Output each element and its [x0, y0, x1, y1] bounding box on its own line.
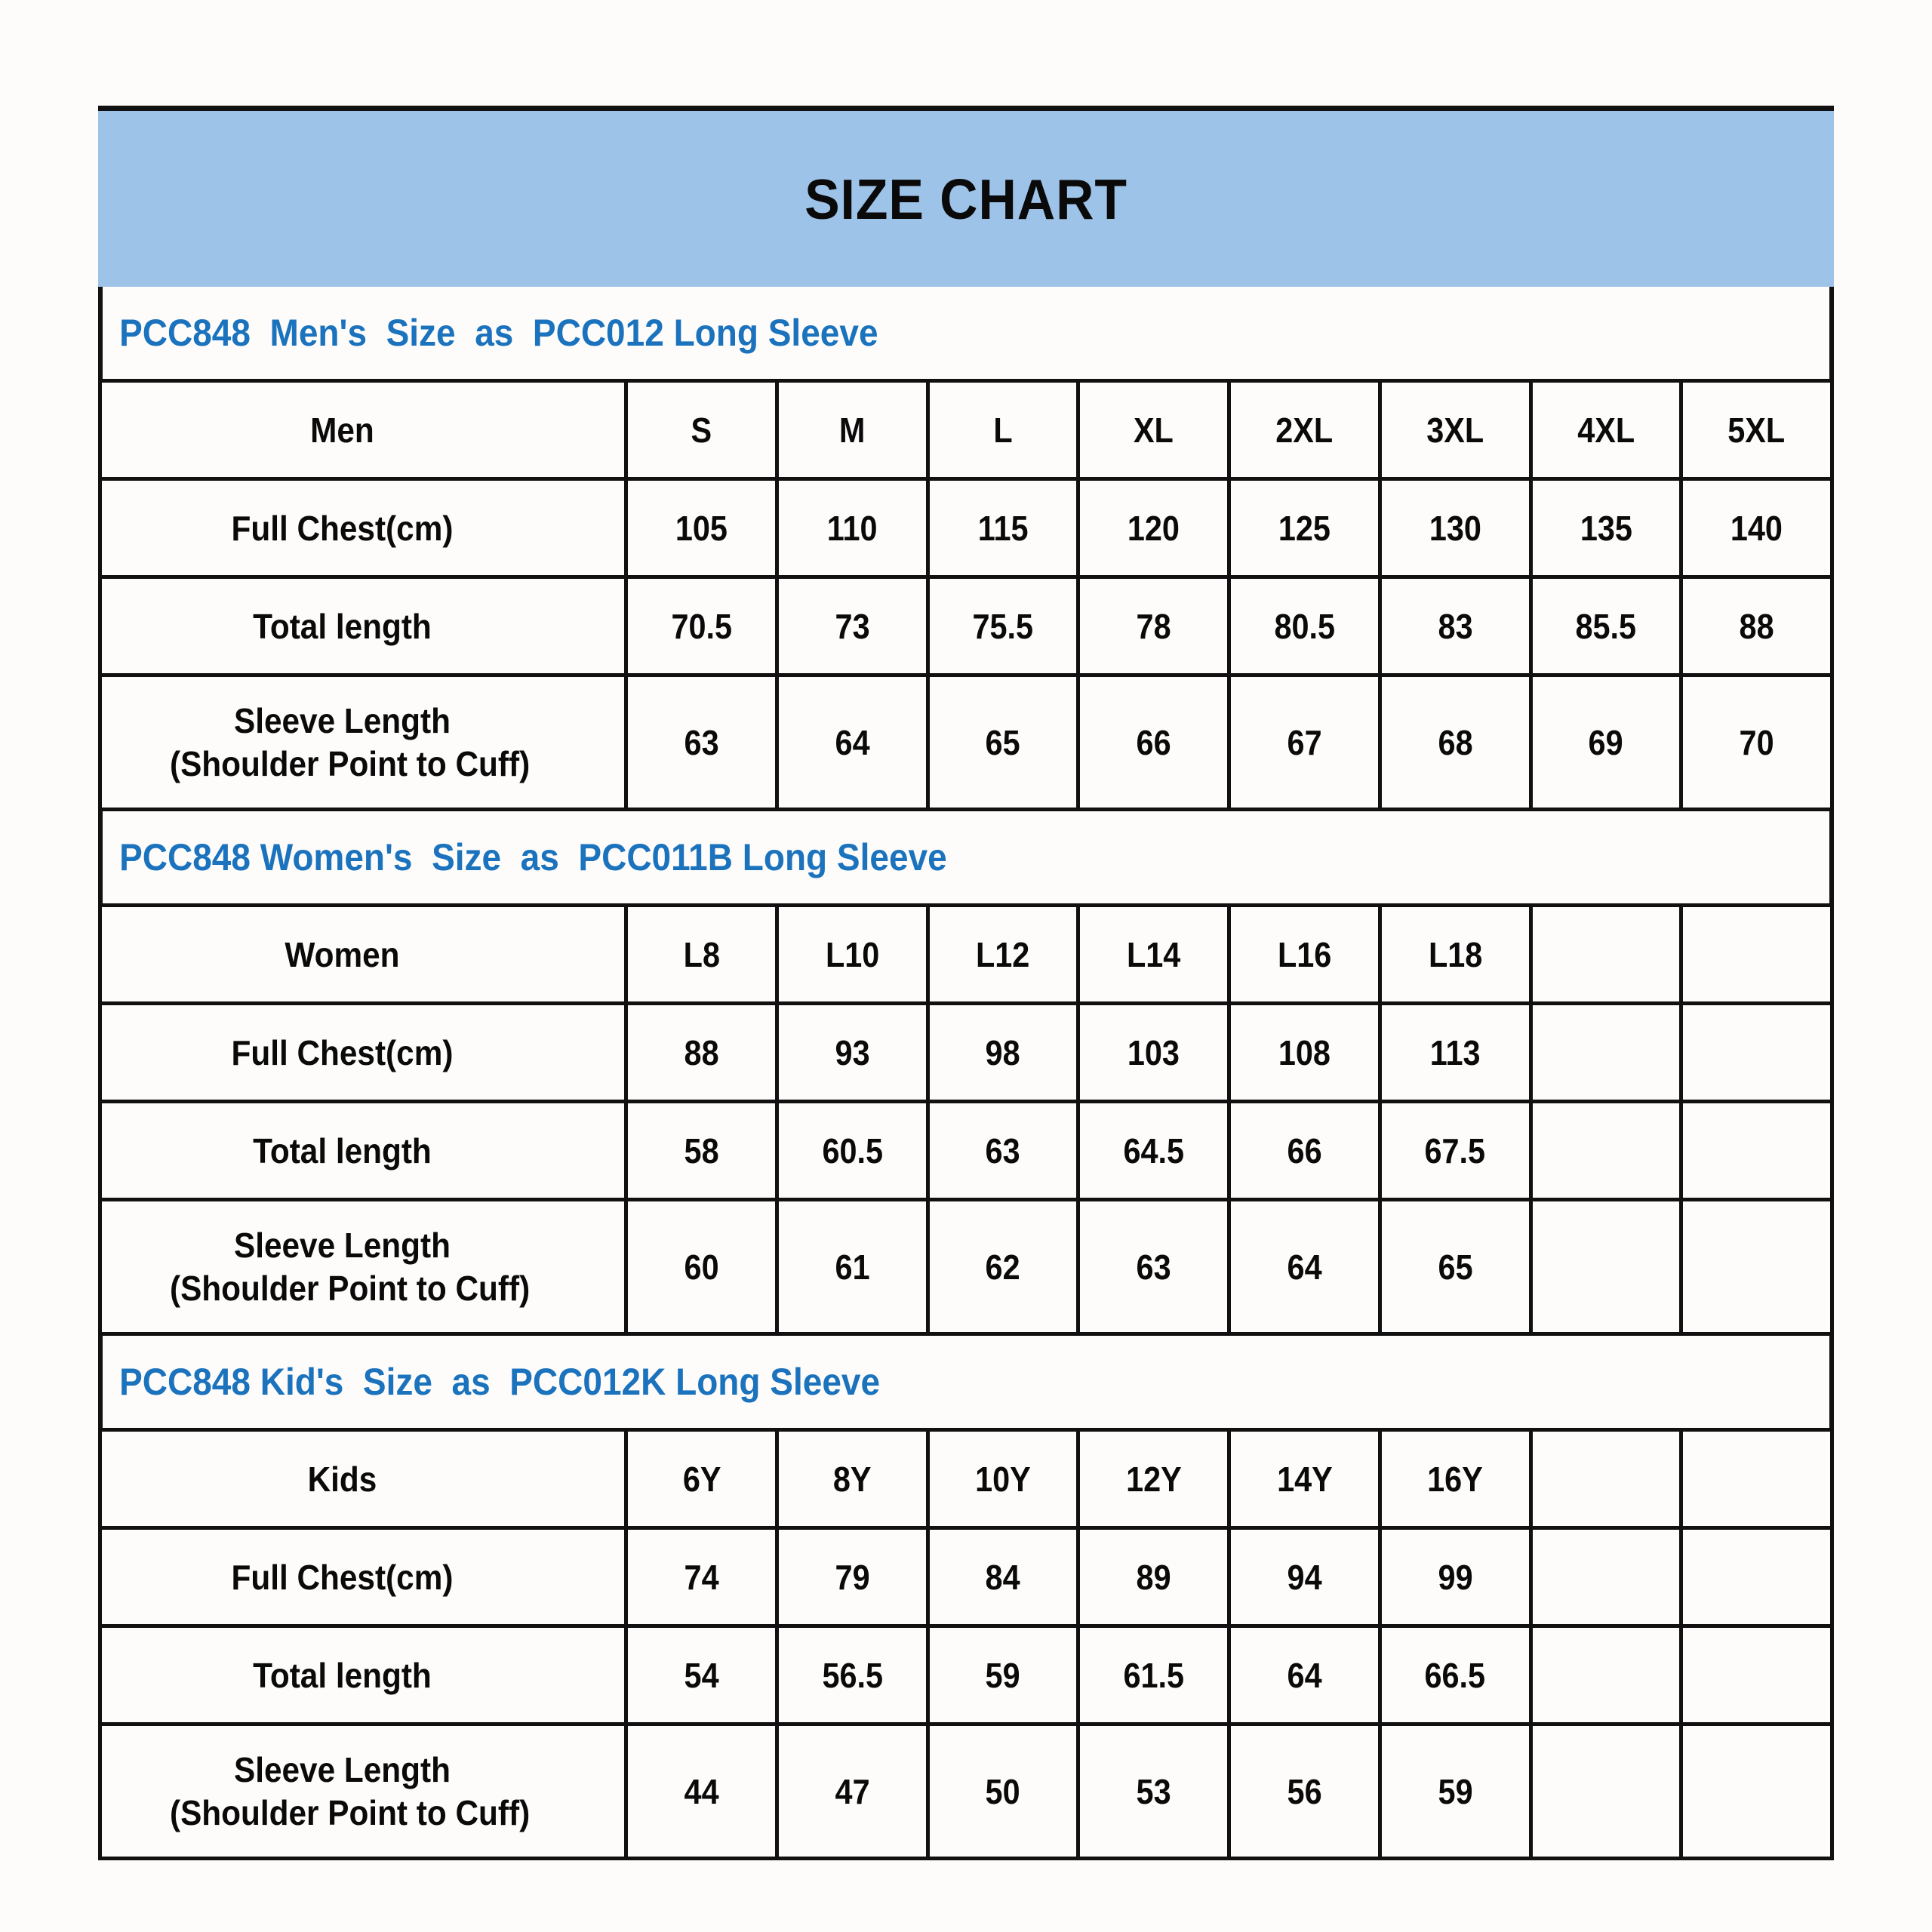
measurement-cell [1078, 1528, 1229, 1626]
empty-cell [1681, 1102, 1832, 1200]
empty-cell [1531, 1724, 1681, 1859]
size-table-men [98, 379, 1834, 811]
column-header-cell [626, 1430, 777, 1528]
measurement-value: 64 [835, 722, 870, 762]
measurement-cell [1229, 1200, 1380, 1334]
measurement-value: 130 [1429, 508, 1481, 548]
column-header-cell [1380, 381, 1531, 479]
measurement-cell [1681, 675, 1832, 810]
column-header-cell [1380, 1430, 1531, 1528]
measurement-cell [1380, 1200, 1531, 1334]
column-header-cell [777, 1430, 928, 1528]
measurement-value: 59 [1438, 1771, 1473, 1811]
size-chart-root [98, 106, 1834, 1860]
measurement-value: 98 [986, 1032, 1021, 1072]
column-header-cell [777, 906, 928, 1004]
table-header-row [100, 381, 1832, 479]
column-header-label: L14 [1127, 934, 1181, 974]
empty-cell [1681, 1200, 1832, 1334]
measurement-value: 89 [1136, 1557, 1171, 1597]
measurement-value: 135 [1580, 508, 1632, 548]
row-label: Total length [253, 1131, 432, 1171]
table-row [100, 479, 1832, 577]
measurement-cell [928, 675, 1078, 810]
section-caption: PCC848 Women's Size as PCC011B Long Sleeve [119, 836, 947, 878]
row-label-cell [100, 1004, 626, 1102]
measurement-value: 65 [986, 722, 1021, 762]
column-header-cell [626, 906, 777, 1004]
measurement-cell [928, 577, 1078, 675]
section-caption: PCC848 Men's Size as PCC012 Long Sleeve [119, 312, 878, 354]
column-header-label: L8 [683, 934, 720, 974]
measurement-cell [1078, 675, 1229, 810]
row-label-secondary: (Shoulder Point to Cuff) [169, 1268, 531, 1308]
empty-cell [1531, 1200, 1681, 1334]
table-row [100, 1102, 1832, 1200]
measurement-cell [1229, 1102, 1380, 1200]
measurement-cell [1380, 1626, 1531, 1724]
measurement-cell [1681, 577, 1832, 675]
column-header-label: 4XL [1577, 410, 1635, 450]
measurement-cell [626, 1626, 777, 1724]
table-row [100, 1200, 1832, 1334]
measurement-value: 60.5 [822, 1131, 883, 1171]
column-header-cell [1681, 381, 1832, 479]
measurement-value: 66 [1136, 722, 1171, 762]
measurement-value: 110 [826, 508, 878, 548]
empty-cell [1681, 1724, 1832, 1859]
group-header-cell [100, 1430, 626, 1528]
measurement-cell [928, 1200, 1078, 1334]
row-label-primary: Sleeve Length [234, 701, 451, 741]
section-caption-band [98, 1336, 1834, 1428]
empty-cell [1531, 906, 1681, 1004]
column-header-label: L12 [976, 934, 1030, 974]
table-row [100, 1004, 1832, 1102]
table-row [100, 1724, 1832, 1859]
measurement-cell [777, 1004, 928, 1102]
column-header-cell [777, 381, 928, 479]
measurement-value: 60 [684, 1247, 719, 1287]
measurement-cell [1078, 1004, 1229, 1102]
size-chart-sections [98, 287, 1834, 1860]
column-header-label: 14Y [1276, 1459, 1333, 1499]
column-header-cell [928, 906, 1078, 1004]
measurement-cell [1380, 577, 1531, 675]
column-header-cell [1531, 381, 1681, 479]
row-label-cell [100, 1626, 626, 1724]
row-label-cell [100, 1200, 626, 1334]
row-label: Total length [253, 606, 432, 646]
column-header-cell [1078, 381, 1229, 479]
measurement-cell [928, 1004, 1078, 1102]
row-label-cell [100, 479, 626, 577]
measurement-value: 103 [1128, 1032, 1180, 1072]
size-chart-banner [98, 106, 1834, 287]
measurement-cell [1229, 479, 1380, 577]
measurement-value: 115 [977, 508, 1029, 548]
measurement-cell [626, 1004, 777, 1102]
measurement-cell [1380, 1724, 1531, 1859]
measurement-value: 140 [1730, 508, 1783, 548]
measurement-cell [1229, 1004, 1380, 1102]
measurement-value: 78 [1136, 606, 1171, 646]
measurement-cell [777, 1102, 928, 1200]
measurement-value: 50 [986, 1771, 1021, 1811]
column-header-label: XL [1134, 410, 1174, 450]
measurement-value: 113 [1429, 1032, 1481, 1072]
empty-cell [1681, 1626, 1832, 1724]
empty-cell [1681, 1528, 1832, 1626]
row-label-wrapper [102, 1224, 583, 1309]
measurement-value: 88 [1739, 606, 1774, 646]
row-label: Total length [253, 1655, 432, 1695]
measurement-cell [777, 675, 928, 810]
measurement-value: 65 [1438, 1247, 1473, 1287]
measurement-cell [1380, 1102, 1531, 1200]
row-label: Full Chest(cm) [231, 1557, 454, 1597]
measurement-cell [1531, 577, 1681, 675]
measurement-cell [1380, 1004, 1531, 1102]
table-row [100, 1626, 1832, 1724]
measurement-cell [1229, 675, 1380, 810]
measurement-value: 73 [835, 606, 870, 646]
measurement-cell [626, 1528, 777, 1626]
empty-cell [1681, 906, 1832, 1004]
measurement-cell [1229, 1528, 1380, 1626]
measurement-cell [626, 675, 777, 810]
table-row [100, 577, 1832, 675]
measurement-value: 105 [675, 508, 728, 548]
column-header-cell [1078, 906, 1229, 1004]
row-label-wrapper [102, 700, 583, 784]
measurement-cell [928, 1102, 1078, 1200]
group-header-label: Kids [307, 1459, 377, 1499]
column-header-cell [1229, 906, 1380, 1004]
column-header-label: 16Y [1427, 1459, 1484, 1499]
column-header-cell [1078, 1430, 1229, 1528]
measurement-value: 120 [1128, 508, 1180, 548]
row-label-primary: Sleeve Length [234, 1750, 451, 1790]
table-row [100, 1528, 1832, 1626]
table-header-row [100, 906, 1832, 1004]
row-label-cell [100, 577, 626, 675]
measurement-cell [626, 577, 777, 675]
measurement-value: 75.5 [972, 606, 1034, 646]
measurement-value: 53 [1136, 1771, 1171, 1811]
measurement-value: 56 [1287, 1771, 1322, 1811]
column-header-label: 12Y [1125, 1459, 1182, 1499]
measurement-cell [777, 1200, 928, 1334]
measurement-cell [1380, 1528, 1531, 1626]
column-header-label: L18 [1428, 934, 1482, 974]
measurement-cell [1078, 577, 1229, 675]
column-header-label: 2XL [1275, 410, 1334, 450]
measurement-value: 64 [1287, 1655, 1322, 1695]
section-caption: PCC848 Kid's Size as PCC012K Long Sleeve [119, 1361, 881, 1403]
column-header-cell [928, 381, 1078, 479]
size-table-women [98, 903, 1834, 1336]
column-header-label: M [839, 410, 866, 450]
measurement-cell [777, 577, 928, 675]
column-header-label: 3XL [1426, 410, 1484, 450]
column-header-label: 8Y [833, 1459, 872, 1499]
column-header-label: L16 [1277, 934, 1332, 974]
empty-cell [1531, 1528, 1681, 1626]
column-header-label: 5XL [1727, 410, 1786, 450]
measurement-value: 67 [1287, 722, 1322, 762]
measurement-value: 85.5 [1575, 606, 1637, 646]
measurement-cell [1078, 1724, 1229, 1859]
measurement-cell [1078, 479, 1229, 577]
measurement-value: 63 [1136, 1247, 1171, 1287]
row-label-cell [100, 1102, 626, 1200]
measurement-cell [1229, 1724, 1380, 1859]
empty-cell [1531, 1004, 1681, 1102]
measurement-value: 68 [1438, 722, 1473, 762]
row-label-wrapper [102, 1749, 583, 1833]
measurement-value: 66 [1287, 1131, 1322, 1171]
measurement-value: 93 [835, 1032, 870, 1072]
row-label-cell [100, 1528, 626, 1626]
measurement-value: 70 [1739, 722, 1774, 762]
table-header-row [100, 1430, 1832, 1528]
measurement-value: 64.5 [1123, 1131, 1185, 1171]
measurement-cell [777, 479, 928, 577]
measurement-value: 74 [684, 1557, 719, 1597]
measurement-value: 83 [1438, 606, 1473, 646]
empty-cell [1531, 1102, 1681, 1200]
measurement-cell [1380, 675, 1531, 810]
measurement-value: 59 [986, 1655, 1021, 1695]
column-header-label: L [993, 410, 1013, 450]
measurement-cell [777, 1626, 928, 1724]
measurement-cell [1681, 479, 1832, 577]
measurement-value: 108 [1278, 1032, 1331, 1072]
measurement-cell [626, 1724, 777, 1859]
group-header-cell [100, 906, 626, 1004]
measurement-cell [928, 1724, 1078, 1859]
empty-cell [1531, 1626, 1681, 1724]
measurement-value: 70.5 [671, 606, 732, 646]
measurement-value: 79 [835, 1557, 870, 1597]
row-label-secondary: (Shoulder Point to Cuff) [169, 743, 531, 783]
measurement-value: 62 [986, 1247, 1021, 1287]
column-header-cell [626, 381, 777, 479]
measurement-value: 47 [835, 1771, 870, 1811]
measurement-cell [928, 1626, 1078, 1724]
measurement-cell [777, 1724, 928, 1859]
row-label-cell [100, 675, 626, 810]
column-header-cell [1229, 1430, 1380, 1528]
row-label: Full Chest(cm) [231, 508, 454, 548]
column-header-cell [928, 1430, 1078, 1528]
measurement-value: 64 [1287, 1247, 1322, 1287]
empty-cell [1681, 1430, 1832, 1528]
measurement-value: 54 [684, 1655, 719, 1695]
measurement-value: 125 [1278, 508, 1331, 548]
measurement-cell [1229, 577, 1380, 675]
measurement-value: 61 [835, 1247, 870, 1287]
measurement-cell [777, 1528, 928, 1626]
measurement-value: 58 [684, 1131, 719, 1171]
measurement-value: 84 [986, 1557, 1021, 1597]
measurement-value: 80.5 [1274, 606, 1335, 646]
row-label: Full Chest(cm) [231, 1032, 454, 1072]
row-label-primary: Sleeve Length [234, 1226, 451, 1266]
measurement-value: 63 [986, 1131, 1021, 1171]
measurement-cell [928, 479, 1078, 577]
measurement-cell [1078, 1626, 1229, 1724]
measurement-value: 56.5 [822, 1655, 883, 1695]
measurement-value: 99 [1438, 1557, 1473, 1597]
measurement-value: 94 [1287, 1557, 1322, 1597]
empty-cell [1681, 1004, 1832, 1102]
empty-cell [1531, 1430, 1681, 1528]
row-label-secondary: (Shoulder Point to Cuff) [169, 1792, 531, 1832]
column-header-cell [1380, 906, 1531, 1004]
measurement-cell [1078, 1200, 1229, 1334]
column-header-label: S [691, 410, 712, 450]
measurement-value: 63 [684, 722, 719, 762]
page-title: SIZE CHART [804, 167, 1128, 231]
column-header-cell [1229, 381, 1380, 479]
group-header-label: Women [285, 934, 400, 974]
row-label-cell [100, 1724, 626, 1859]
measurement-cell [626, 479, 777, 577]
section-caption-band [98, 287, 1834, 379]
measurement-cell [1229, 1626, 1380, 1724]
measurement-value: 88 [684, 1032, 719, 1072]
measurement-cell [928, 1528, 1078, 1626]
size-table-kids [98, 1428, 1834, 1860]
measurement-value: 67.5 [1424, 1131, 1486, 1171]
measurement-cell [1078, 1102, 1229, 1200]
column-header-label: 10Y [975, 1459, 1031, 1499]
table-row [100, 675, 1832, 810]
measurement-value: 61.5 [1123, 1655, 1185, 1695]
measurement-value: 44 [684, 1771, 719, 1811]
measurement-cell [1380, 479, 1531, 577]
measurement-cell [1531, 675, 1681, 810]
measurement-cell [626, 1102, 777, 1200]
measurement-value: 69 [1588, 722, 1623, 762]
group-header-cell [100, 381, 626, 479]
column-header-label: 6Y [682, 1459, 721, 1499]
column-header-label: L10 [825, 934, 880, 974]
measurement-value: 66.5 [1424, 1655, 1486, 1695]
group-header-label: Men [310, 410, 374, 450]
section-caption-band [98, 811, 1834, 903]
measurement-cell [1531, 479, 1681, 577]
measurement-cell [626, 1200, 777, 1334]
